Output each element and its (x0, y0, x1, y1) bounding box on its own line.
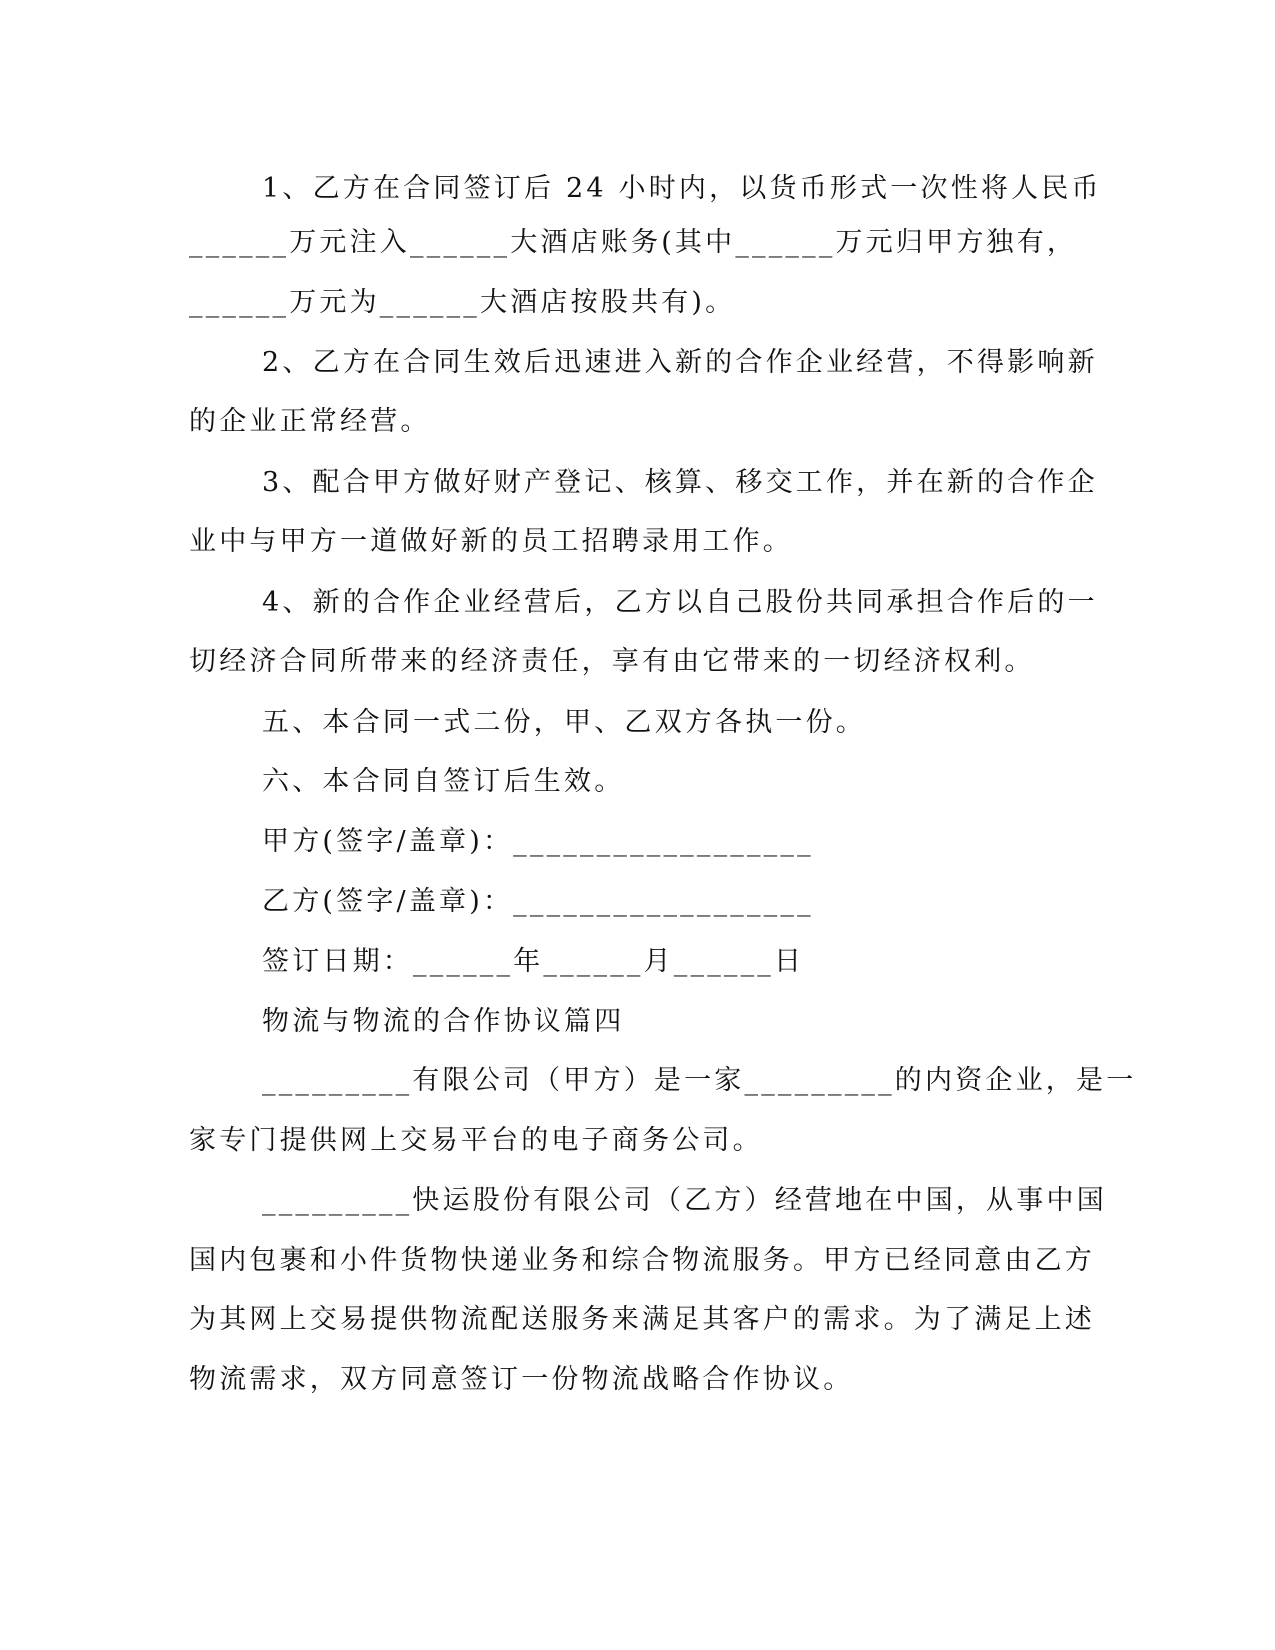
party-a-intro-line-1: _________有限公司（甲方）是一家_________的内资企业，是一 (262, 1065, 1137, 1096)
party-b-intro-line-4: 物流需求，双方同意签订一份物流战略合作协议。 (189, 1364, 854, 1395)
section-5: 五、本合同一式二份，甲、乙双方各执一份。 (262, 707, 866, 738)
clause-2-line-2: 的企业正常经营。 (189, 406, 431, 437)
party-b-signature-line: 乙方(签字/盖章)：__________________ (262, 886, 814, 917)
clause-4-line-1: 4、新的合作企业经营后，乙方以自己股份共同承担合作后的一 (262, 587, 1098, 618)
clause-1-line-2: ______万元注入______大酒店账务(其中______万元归甲方独有， (189, 227, 1078, 258)
clause-1-line-1: 1、乙方在合同签订后 24 小时内，以货币形式一次性将人民币 (262, 173, 1102, 204)
clause-3-line-2: 业中与甲方一道做好新的员工招聘录用工作。 (189, 526, 793, 557)
party-b-intro-line-3: 为其网上交易提供物流配送服务来满足其客户的需求。为了满足上述 (189, 1304, 1095, 1335)
section-6: 六、本合同自签订后生效。 (262, 766, 625, 797)
signing-date-line: 签订日期：______年______月______日 (262, 946, 805, 977)
party-a-intro-line-2: 家专门提供网上交易平台的电子商务公司。 (189, 1125, 763, 1156)
party-b-intro-line-2: 国内包裹和小件货物快递业务和综合物流服务。甲方已经同意由乙方 (189, 1245, 1095, 1276)
clause-2-line-1: 2、乙方在合同生效后迅速进入新的合作企业经营，不得影响新 (262, 347, 1098, 378)
section-heading: 物流与物流的合作协议篇四 (262, 1006, 625, 1037)
party-b-intro-line-1: _________快运股份有限公司（乙方）经营地在中国，从事中国 (262, 1185, 1107, 1216)
clause-4-line-2: 切经济合同所带来的经济责任，享有由它带来的一切经济权利。 (189, 646, 1035, 677)
clause-1-line-3: ______万元为______大酒店按股共有)。 (189, 287, 736, 318)
party-a-signature-line: 甲方(签字/盖章)：__________________ (262, 826, 814, 857)
clause-3-line-1: 3、配合甲方做好财产登记、核算、移交工作，并在新的合作企 (262, 467, 1098, 498)
